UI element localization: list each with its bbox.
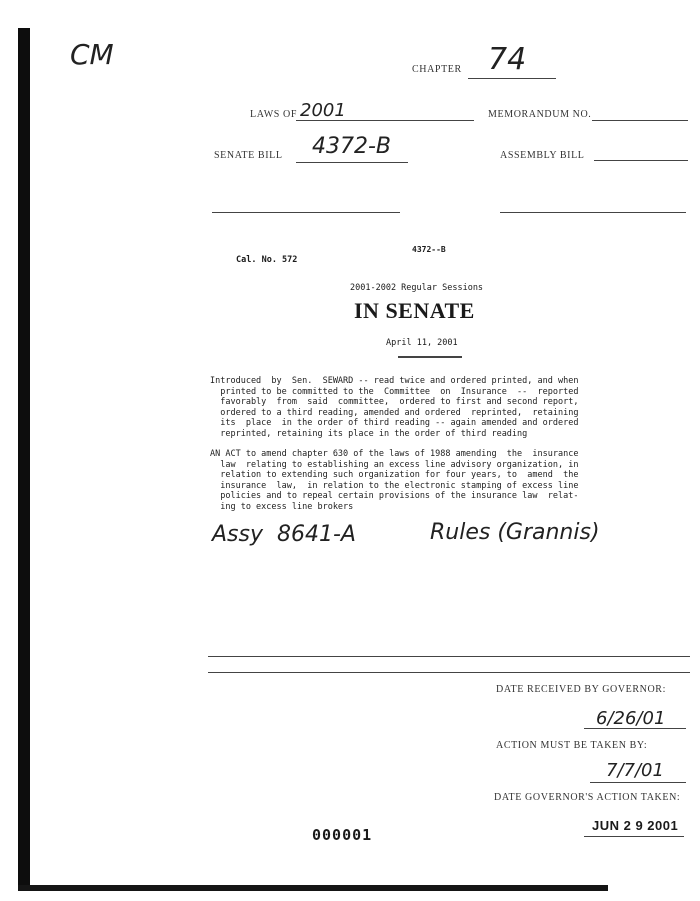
action-due-value: 7/7/01 bbox=[606, 760, 664, 781]
act-line: insurance law, in relation to the electronic stamping of excess line bbox=[210, 480, 579, 491]
date-received-value: 6/26/01 bbox=[596, 708, 666, 729]
action-taken-label: DATE GOVERNOR'S ACTION TAKEN: bbox=[494, 792, 681, 803]
senate-bill-label: SENATE BILL bbox=[214, 150, 283, 161]
chapter-number: 74 bbox=[488, 42, 527, 77]
assembly-bill-line bbox=[594, 160, 688, 161]
blank-line-left bbox=[212, 212, 400, 213]
act-line: law relating to establishing an excess line advisory organization, in bbox=[210, 459, 579, 470]
page-number: 000001 bbox=[312, 826, 373, 844]
bill-date: April 11, 2001 bbox=[386, 338, 458, 348]
handwritten-initials: CM bbox=[70, 38, 114, 71]
session-line: 2001-2002 Regular Sessions bbox=[350, 283, 484, 293]
date-received-line bbox=[584, 728, 686, 729]
scan-bottom-border bbox=[18, 885, 608, 891]
act-line: relation to extending such organization for four years, to amend the bbox=[210, 470, 579, 480]
scan-left-border bbox=[18, 28, 30, 890]
act-line: AN ACT to amend chapter 630 of the laws of 1988 amending the insurance bbox=[210, 449, 579, 459]
memorandum-line bbox=[592, 120, 688, 121]
introduction-line: its place in the order of third reading -- again amended and ordered bbox=[210, 418, 579, 428]
act-line: ing to excess line brokers bbox=[210, 501, 354, 512]
action-taken-line bbox=[584, 836, 684, 837]
laws-of-year: 2001 bbox=[300, 100, 346, 121]
date-underline bbox=[398, 356, 462, 358]
introduction-line: printed to be committed to the Committee on Insurance -- reported bbox=[210, 386, 579, 397]
assembly-bill-label: ASSEMBLY BILL bbox=[500, 150, 585, 161]
rule-line-2 bbox=[208, 672, 690, 673]
action-taken-stamp: JUN 2 9 2001 bbox=[592, 818, 679, 833]
chapter-label: CHAPTER bbox=[412, 64, 462, 75]
introduction-line: Introduced by Sen. SEWARD -- read twice and ordered printed, and when bbox=[210, 376, 579, 386]
act-title-paragraph bbox=[210, 449, 578, 512]
rule-line-1 bbox=[208, 656, 690, 657]
action-due-line bbox=[590, 782, 686, 783]
memorandum-label: MEMORANDUM NO. bbox=[488, 109, 592, 120]
print-number: 4372--B bbox=[412, 245, 446, 254]
handwritten-committee-ref: Rules (Grannis) bbox=[430, 520, 600, 545]
introduction-line: reprinted, retaining its place in the order of third reading bbox=[210, 428, 528, 439]
laws-of-label: LAWS OF bbox=[250, 109, 298, 120]
chapter-line bbox=[468, 78, 556, 79]
senate-bill-line bbox=[296, 162, 408, 163]
act-line: policies and to repeal certain provisions of the insurance law relat- bbox=[210, 491, 579, 501]
calendar-number: Cal. No. 572 bbox=[236, 255, 298, 265]
introduction-line: favorably from said committee, ordered to first and second report, bbox=[210, 397, 579, 407]
date-received-label: DATE RECEIVED BY GOVERNOR: bbox=[496, 684, 666, 695]
handwritten-assembly-ref: Assy 8641-A bbox=[212, 522, 356, 547]
laws-of-line bbox=[296, 120, 474, 121]
introduction-line: ordered to a third reading, amended and ordered reprinted, retaining bbox=[210, 407, 579, 418]
action-due-label: ACTION MUST BE TAKEN BY: bbox=[496, 740, 648, 751]
chamber-heading: IN SENATE bbox=[354, 298, 475, 323]
introduction-paragraph bbox=[210, 376, 578, 439]
blank-line-right bbox=[500, 212, 686, 213]
senate-bill-number: 4372-B bbox=[312, 134, 392, 159]
